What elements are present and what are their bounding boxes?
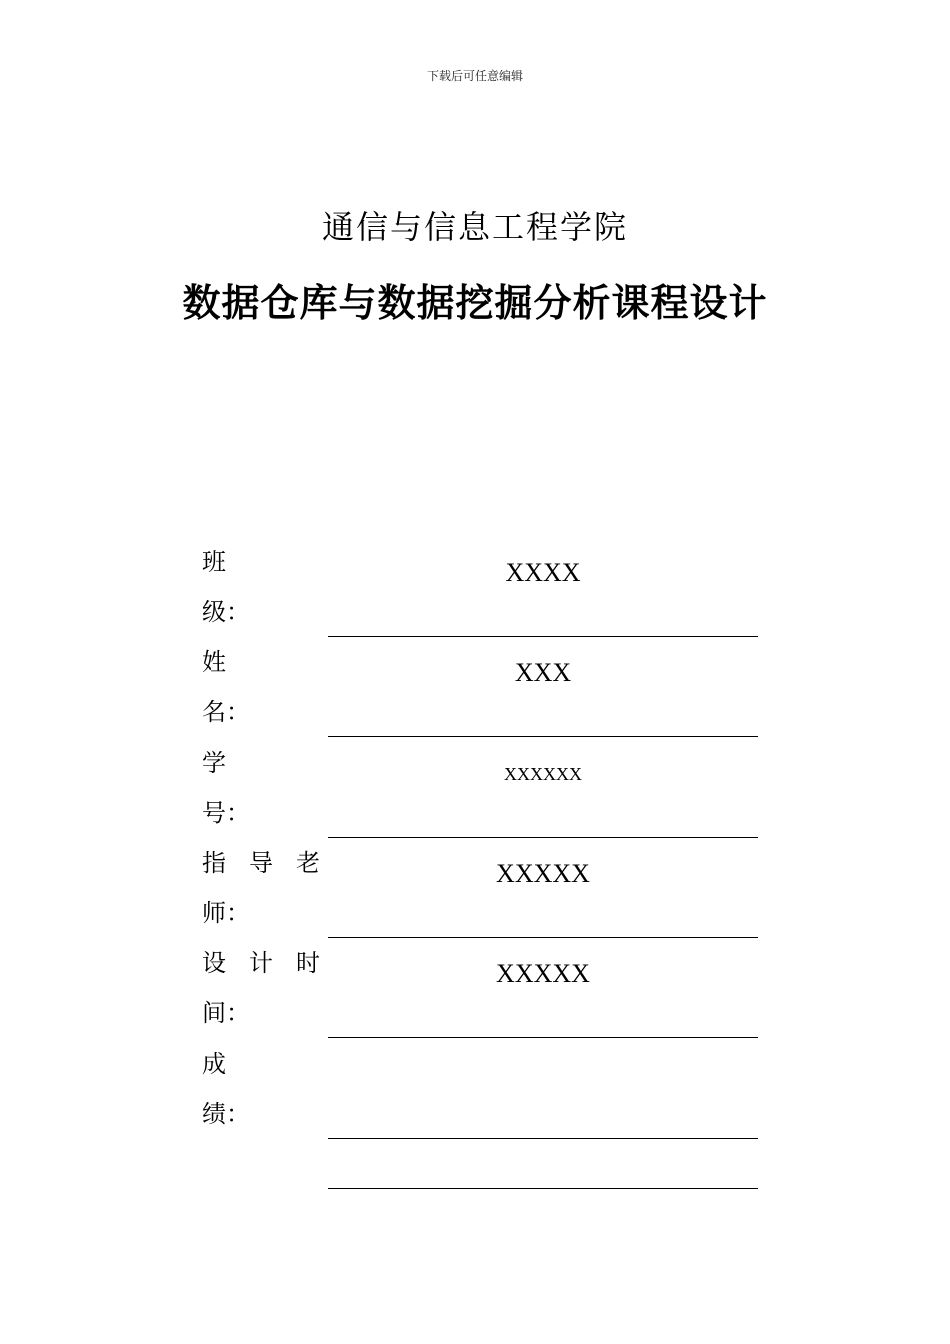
advisor-value[interactable]: XXXXX: [328, 838, 758, 938]
label-char: 时: [296, 949, 320, 977]
label-line2: 绩：: [202, 1100, 250, 1128]
label-char: 计: [249, 949, 273, 977]
label-char: 老: [296, 849, 320, 877]
label-char: 成: [202, 1050, 226, 1078]
label-char: 设: [202, 949, 226, 977]
form-row-design-time: [202, 938, 758, 1038]
extra-underline: [328, 1188, 758, 1189]
label-line2: 名：: [202, 698, 250, 726]
label-char: 姓: [202, 648, 226, 676]
form-label-student-id: [202, 738, 320, 838]
form-row-advisor: [202, 838, 758, 938]
label-line2: 师：: [202, 899, 250, 927]
form-row-class: [202, 537, 758, 637]
form-label-advisor: [202, 838, 320, 938]
grade-value[interactable]: [328, 1039, 758, 1139]
label-char: 导: [249, 849, 273, 877]
header-note: 下载后可任意编辑: [426, 69, 523, 83]
form-row-grade: [202, 1039, 758, 1139]
label-char: 指: [202, 849, 226, 877]
course-title: 数据仓库与数据挖掘分析课程设计: [182, 281, 768, 325]
label-line2: 级：: [202, 598, 250, 626]
form-label-name: [202, 637, 320, 737]
college-name: 通信与信息工程学院: [321, 208, 628, 246]
form-row-name: [202, 637, 758, 737]
label-char: 班: [202, 548, 226, 576]
form-label-grade: [202, 1039, 320, 1139]
form-label-class: [202, 537, 320, 637]
design-time-value[interactable]: XXXXX: [328, 938, 758, 1038]
name-value[interactable]: XXX: [328, 637, 758, 737]
label-line2: 间：: [202, 999, 250, 1027]
form-label-design-time: [202, 938, 320, 1038]
label-char: 学: [202, 749, 226, 777]
class-value[interactable]: XXXX: [328, 537, 758, 637]
form-row-student-id: [202, 738, 758, 838]
label-line2: 号：: [202, 799, 250, 827]
student-id-value[interactable]: XXXXXX: [328, 738, 758, 838]
